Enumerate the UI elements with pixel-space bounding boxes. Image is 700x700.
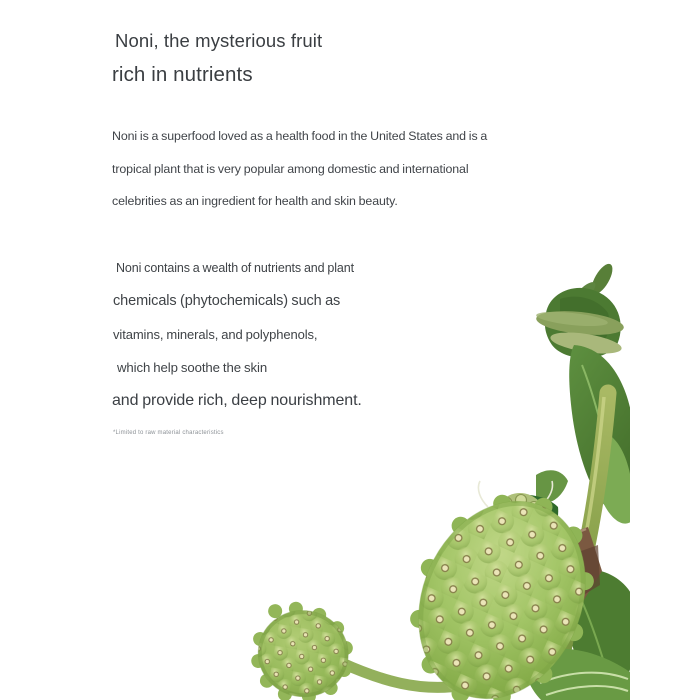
footnote-text: *Limited to raw material characteristics <box>113 430 224 436</box>
details-line: chemicals (phytochemicals) such as <box>113 293 341 309</box>
intro-line: tropical plant that is very popular among domestic and international <box>112 161 469 176</box>
details-line: and provide rich, deep nourishment. <box>112 392 362 409</box>
page-title-line2: rich in nutrients <box>112 63 253 86</box>
top-leaf-cluster <box>535 261 625 358</box>
page-title-line1: Noni, the mysterious fruit <box>115 30 323 51</box>
small-noni-fruit <box>243 595 361 700</box>
details-line: which help soothe the skin <box>117 360 268 375</box>
intro-line: celebrities as an ingredient for health and skin beauty. <box>112 194 398 208</box>
intro-paragraph <box>112 120 487 218</box>
intro-line: Noni is a superfood loved as a health food in the United States and is a <box>112 129 488 143</box>
noni-fruit-photo <box>230 255 630 700</box>
details-line: vitamins, minerals, and polyphenols, <box>113 327 318 342</box>
details-line: Noni contains a wealth of nutrients and plant <box>116 261 354 275</box>
